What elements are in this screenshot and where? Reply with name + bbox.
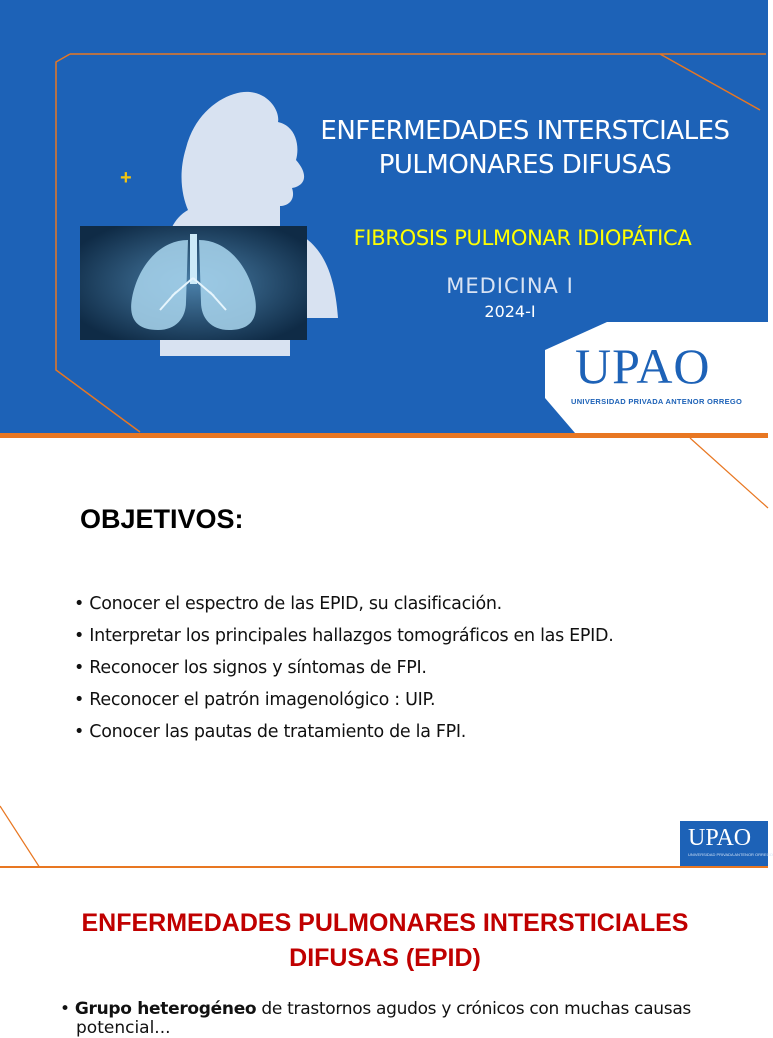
plus-icon: + <box>120 167 132 189</box>
upao-logo-small: UPAO <box>688 825 752 851</box>
lungs-image <box>80 226 307 340</box>
objectives-slide <box>0 438 773 868</box>
epid-title <box>40 906 730 976</box>
upao-logo: UPAO <box>575 338 711 394</box>
objectives-list <box>74 588 613 748</box>
epid-title-line2: DIFUSAS (EPID) <box>289 944 481 972</box>
upao-logo-small-caption: UNIVERSIDAD PRIVADA ANTENOR ORREGO <box>688 852 773 857</box>
list-item: • Conocer el espectro de las EPID, su clasificación. <box>74 588 613 620</box>
list-item: • Conocer las pautas de tratamiento de la FPI. <box>74 716 613 748</box>
objectives-title: OBJETIVOS: <box>80 504 244 534</box>
epid-title-line1: ENFERMEDADES PULMONARES INTERSTICIALES <box>81 909 689 937</box>
epid-bullet-text: de trastornos agudos y crónicos con muchas causas <box>256 999 691 1019</box>
slide1-title-line1: ENFERMEDADES INTERSTCIALES <box>320 116 730 146</box>
title-slide <box>0 0 768 438</box>
epid-slide <box>0 868 768 1038</box>
slide1-subtitle: FIBROSIS PULMONAR IDIOPÁTICA <box>353 226 692 250</box>
course-name: MEDICINA I <box>446 274 574 298</box>
list-item: • Reconocer el patrón imagenológico : UIP. <box>74 684 613 716</box>
list-item: • Interpretar los principales hallazgos tomográficos en las EPID. <box>74 620 613 652</box>
academic-term: 2024-I <box>484 302 536 321</box>
epid-bullet-bold: Grupo heterogéneo <box>74 999 257 1019</box>
slide1-title <box>300 114 750 182</box>
upao-logo-caption: UNIVERSIDAD PRIVADA ANTENOR ORREGO <box>571 397 743 406</box>
slide1-title-line2: PULMONARES DIFUSAS <box>378 150 672 180</box>
list-item: • Reconocer los signos y síntomas de FPI. <box>74 652 613 684</box>
epid-bullet-continuation: potencial... <box>76 1018 171 1038</box>
epid-bullet: • Grupo heterogéneo de trastornos agudos y crónicos con muchas causas <box>60 999 691 1019</box>
